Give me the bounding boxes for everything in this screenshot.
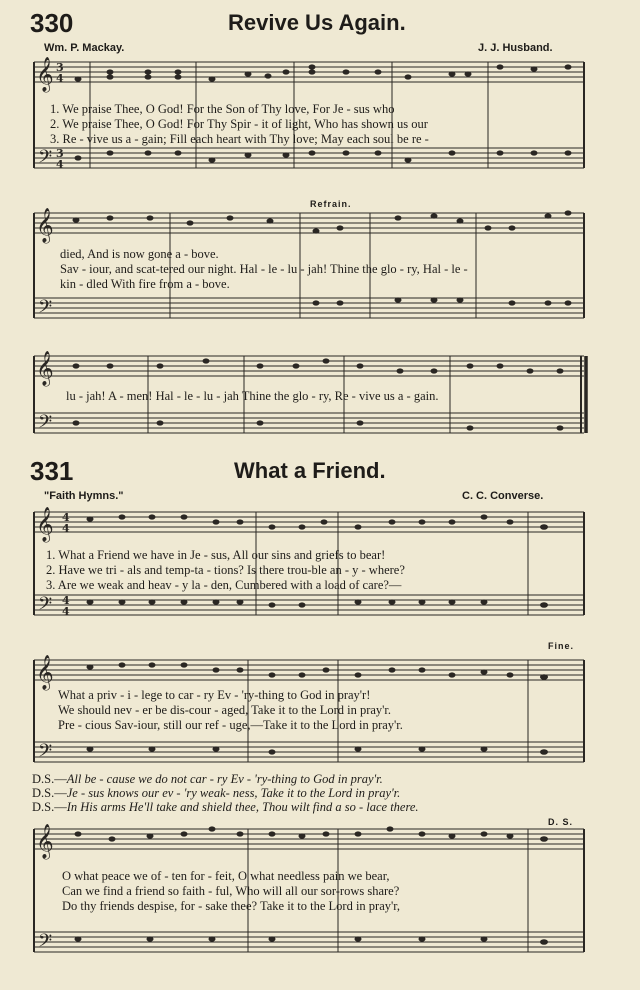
verse-line: 1. We praise Thee, O God! For the Son of Thy love, For Je - sus who	[50, 102, 395, 116]
svg-text:𝄢: 𝄢	[38, 147, 53, 172]
svg-text:𝄢: 𝄢	[38, 931, 53, 956]
hymn-number: 331	[30, 456, 74, 486]
ds-line: D.S.—In His arms He'll take and shield thee, Thou wilt find a so - lace there.	[32, 800, 419, 814]
svg-text:𝄢: 𝄢	[38, 594, 53, 619]
verse-line: 3. Re - vive us a - gain; Fill each heart with Thy love; May each soul be re -	[50, 132, 429, 146]
svg-text:4: 4	[62, 522, 70, 535]
svg-text:𝄢: 𝄢	[38, 412, 53, 437]
svg-text:𝄞: 𝄞	[36, 208, 54, 243]
hymn-title: Revive Us Again.	[228, 10, 406, 35]
verse-line: Do thy friends despise, for - sake thee? Take it to the Lord in pray'r,	[62, 899, 401, 913]
hymn-title: What a Friend.	[234, 458, 386, 483]
verse-line: We should nev - er be dis-cour - aged, Take it to the Lord in pray'r.	[58, 703, 392, 717]
ds-line: D.S.—All be - cause we do not car - ry Ev - 'ry-thing to God in pray'r.	[32, 772, 383, 786]
verse-line: 2. Have we tri - als and temp-ta - tions? Is there trou-ble an - y - where?	[46, 563, 405, 577]
verse-line: lu - jah! A - men! Hal - le - lu - jah Thine the glo - ry, Re - vive us a - gain.	[66, 389, 439, 403]
verse-line: Pre - cious Sav-iour, still our ref - uge,—Take it to the Lord in pray'r.	[58, 718, 403, 732]
verse-line: 1. What a Friend we have in Je - sus, All our sins and griefs to bear!	[46, 548, 386, 562]
hymn-number: 330	[30, 8, 74, 38]
hymn-composer: J. J. Husband.	[478, 42, 553, 54]
ds-label: D. S.	[548, 817, 574, 827]
svg-text:𝄞: 𝄞	[36, 57, 54, 92]
svg-text:4: 4	[62, 605, 70, 618]
fine-label: Fine.	[548, 641, 575, 651]
svg-text:𝄞: 𝄞	[36, 824, 54, 859]
verse-line: What a priv - i - lege to car - ry Ev - 'ry-thing to God in pray'r!	[58, 688, 371, 702]
verse-line: Can we find a friend so faith - ful, Who will all our sor-rows share?	[62, 884, 400, 898]
verse-line: Sav - iour, and scat-tered our night. Hal - le - lu - jah! Thine the glo - ry, Hal - le -	[60, 262, 468, 276]
svg-text:4: 4	[62, 594, 70, 607]
svg-text:𝄞: 𝄞	[36, 351, 54, 386]
hymn-composer: C. C. Converse.	[462, 490, 544, 502]
svg-text:𝄞: 𝄞	[36, 655, 54, 690]
svg-text:𝄞: 𝄞	[36, 507, 54, 542]
svg-text:3: 3	[56, 61, 64, 74]
verse-line: kin - dled With fire from a - bove.	[60, 277, 230, 291]
hymn-author: Wm. P. Mackay.	[44, 42, 125, 54]
verse-line: 3. Are we weak and heav - y la - den, Cumbered with a load of care?—	[46, 578, 402, 592]
svg-text:4: 4	[56, 158, 64, 171]
ds-line: D.S.—Je - sus knows our ev - 'ry weak- ness, Take it to the Lord in pray'r.	[32, 786, 401, 800]
svg-text:𝄢: 𝄢	[38, 297, 53, 322]
svg-text:4: 4	[62, 511, 70, 524]
svg-text:4: 4	[56, 72, 64, 85]
svg-text:3: 3	[56, 147, 64, 160]
verse-line: O what peace we of - ten for - feit, O what needless pain we bear,	[62, 869, 390, 883]
svg-text:𝄢: 𝄢	[38, 741, 53, 766]
verse-line: 2. We praise Thee, O God! For Thy Spir - it of light, Who has shown us our	[50, 117, 428, 131]
hymn-author: "Faith Hymns."	[44, 490, 124, 502]
refrain-label: Refrain.	[310, 199, 352, 209]
verse-line: died, And is now gone a - bove.	[60, 247, 219, 261]
